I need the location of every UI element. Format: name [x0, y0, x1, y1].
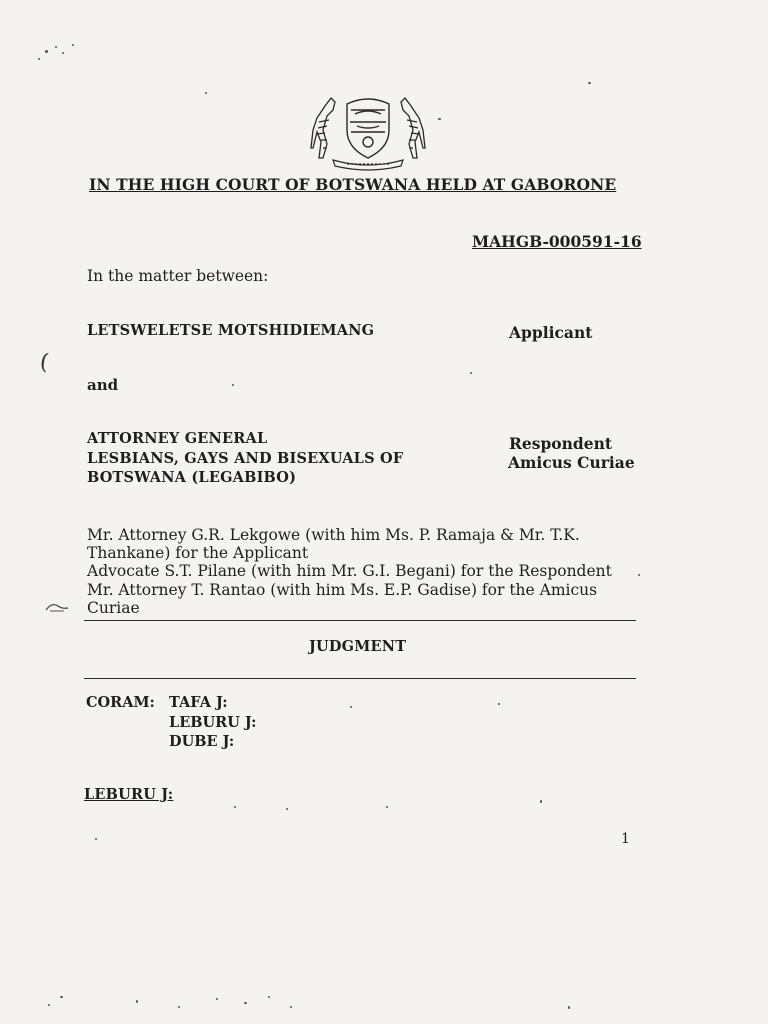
scan-speck	[95, 838, 97, 840]
counsel-line: Thankane) for the Applicant	[87, 544, 309, 563]
respondent-role: Respondent	[509, 434, 613, 453]
matter-intro: In the matter between:	[87, 267, 269, 285]
counsel-line: Mr. Attorney G.R. Lekgowe (with him Ms. P. Ramaja & Mr. T.K.	[87, 526, 580, 544]
scan-speck	[268, 996, 270, 998]
scan-speck	[136, 1000, 138, 1003]
scan-speck	[470, 372, 472, 374]
scan-speck	[386, 806, 388, 808]
scan-speck	[178, 1006, 180, 1008]
shield	[347, 99, 389, 158]
counsel-line: Advocate S.T. Pilane (with him Mr. G.I. Begani) for the Respondent	[87, 562, 612, 581]
scan-speck	[205, 92, 207, 94]
scan-speck	[438, 118, 441, 120]
judgment-heading: JUDGMENT	[309, 638, 407, 655]
page-number: 1	[621, 831, 630, 847]
scan-speck	[568, 1006, 570, 1009]
amicus-role: Amicus Curiae	[508, 453, 635, 472]
scan-speck	[232, 384, 234, 386]
scan-speck	[45, 50, 48, 53]
coram-judges	[169, 693, 257, 752]
coat-of-arms-emblem	[303, 92, 433, 172]
coram-judge: TAFA J:	[169, 694, 228, 711]
scan-speck	[290, 1006, 292, 1008]
author-heading: LEBURU J:	[84, 786, 174, 803]
counsel-line: Curiae	[87, 598, 140, 617]
coram-judge: LEBURU J:	[169, 713, 257, 731]
coram-judge: DUBE J:	[169, 733, 235, 750]
left-zebra-supporter	[311, 98, 335, 158]
amicus-name-line2: BOTSWANA (LEGABIBO)	[87, 469, 297, 486]
scan-speck	[60, 996, 63, 998]
counsel-appearances	[87, 526, 647, 617]
case-number: MAHGB-000591-16	[472, 232, 642, 251]
counsel-line: Mr. Attorney T. Rantao (with him Ms. E.P. Gadise) for the Amicus	[87, 580, 598, 599]
court-title: IN THE HIGH COURT OF BOTSWANA HELD AT GABORONE	[89, 175, 617, 194]
scan-speck	[286, 808, 288, 810]
scan-speck	[588, 82, 591, 84]
scan-speck	[216, 998, 218, 1000]
rule-below-judgment	[84, 678, 636, 679]
margin-pen-mark	[44, 600, 70, 614]
scan-speck	[638, 574, 640, 576]
applicant-role: Applicant	[509, 323, 593, 342]
scan-speck	[48, 1004, 50, 1006]
respondent-name: ATTORNEY GENERAL	[87, 430, 268, 447]
scan-speck	[498, 703, 500, 705]
motto-scroll	[333, 160, 403, 170]
scan-speck	[55, 46, 57, 48]
scan-speck	[62, 52, 64, 54]
rule-above-judgment	[84, 620, 636, 621]
scan-speck	[350, 706, 352, 708]
margin-bracket-mark: (	[38, 349, 51, 376]
conjunction-and: and	[87, 376, 119, 394]
coram-label: CORAM:	[86, 694, 155, 711]
scan-speck	[244, 1002, 247, 1004]
scan-speck	[234, 806, 236, 808]
right-zebra-supporter	[401, 98, 425, 158]
applicant-name: LETSWELETSE MOTSHIDIEMANG	[87, 322, 375, 339]
scan-speck	[540, 800, 542, 803]
scan-speck	[38, 58, 40, 60]
amicus-name-line1: LESBIANS, GAYS AND BISEXUALS OF	[87, 450, 404, 467]
scan-speck	[72, 44, 74, 46]
